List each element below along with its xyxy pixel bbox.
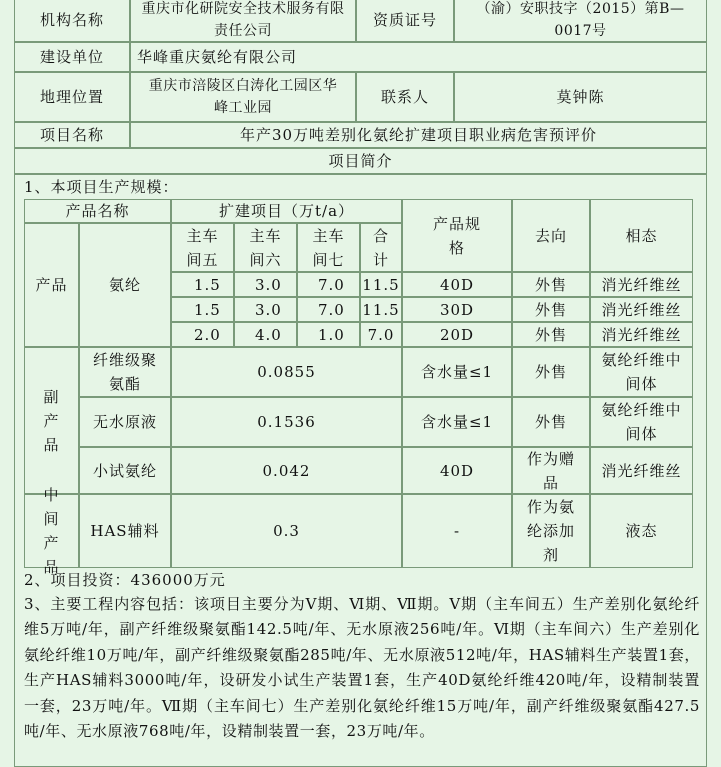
- product-row-3-state: 消光纤维丝: [590, 322, 693, 347]
- col-spec: 产品规格: [402, 199, 512, 272]
- byproduct-3-state: 消光纤维丝: [590, 447, 693, 494]
- org-name-value: 重庆市化研院安全技术服务有限责任公司: [130, 0, 356, 42]
- col-state: 相态: [590, 199, 693, 272]
- product-row-3-v5: 2.0: [171, 322, 234, 347]
- project-value: 年产30万吨差别化氨纶扩建项目职业病危害预评价: [130, 122, 707, 148]
- sub-header-total: 合计: [360, 223, 402, 272]
- product-row-1-state: 消光纤维丝: [590, 272, 693, 297]
- scale-heading: 1、本项目生产规模：: [24, 178, 179, 196]
- product-row-2-v6: 3.0: [234, 297, 297, 322]
- product-row-1-spec: 40D: [402, 272, 512, 297]
- byproduct-2-value: 0.1536: [171, 397, 402, 447]
- sub-header-workshop-7: 主车间七: [297, 223, 360, 272]
- builder-label: 建设单位: [14, 42, 130, 72]
- byproduct-1-value: 0.0855: [171, 347, 402, 397]
- byproduct-1-dest: 外售: [512, 347, 590, 397]
- col-product-name: 产品名称: [24, 199, 171, 223]
- product-row-1-total: 11.5: [360, 272, 402, 297]
- col-expansion: 扩建项目（万t/a）: [171, 199, 402, 223]
- cert-label: 资质证号: [356, 0, 454, 42]
- product-row-1-v7: 7.0: [297, 272, 360, 297]
- byproduct-3-value: 0.042: [171, 447, 402, 494]
- location-value: 重庆市涪陵区白涛化工园区华峰工业园: [130, 72, 356, 122]
- product-row-2-state: 消光纤维丝: [590, 297, 693, 322]
- intermediate-name: HAS辅料: [79, 494, 171, 568]
- engineering-text: 3、主要工程内容包括：该项目主要分为Ⅴ期、Ⅵ期、Ⅶ期。Ⅴ期（主车间五）生产差别化氨纶纤维5万吨/年，副产纤维级聚氨酯142.5吨/年、无水原液256吨/年。Ⅵ期（主车间六）生产差别化氨纶纤维10万吨/年，副产纤维级聚氨酯285吨/年、无水原液512吨/年，HAS辅料生产装置1套，生产HAS辅料3000吨/年，设研发小试生产装置1套，生产40D氨纶纤维420吨/年，设精制装置一套，23万吨/年。Ⅶ期（主车间七）生产差别化氨纶纤维15万吨/年，副产纤维级聚氨酯427.5吨/年、无水原液768吨/年，设精制装置一套，23万吨/年。: [24, 595, 700, 741]
- contact-label: 联系人: [356, 72, 454, 122]
- product-row-3-dest: 外售: [512, 322, 590, 347]
- product-row-2-v5: 1.5: [171, 297, 234, 322]
- sub-header-workshop-6: 主车间六: [234, 223, 297, 272]
- product-row-1-dest: 外售: [512, 272, 590, 297]
- location-label: 地理位置: [14, 72, 130, 122]
- project-label: 项目名称: [14, 122, 130, 148]
- product-group-label: 产品: [24, 223, 79, 347]
- byproduct-3-spec: 40D: [402, 447, 512, 494]
- product-row-2-dest: 外售: [512, 297, 590, 322]
- byproduct-3-dest: 作为赠品: [512, 447, 590, 494]
- org-name-label: 机构名称: [14, 0, 130, 42]
- intermediate-group-label: 中间产品: [24, 494, 79, 568]
- product-row-3-v6: 4.0: [234, 322, 297, 347]
- byproduct-group-label: 副产品: [24, 347, 79, 494]
- intermediate-spec: -: [402, 494, 512, 568]
- product-row-2-spec: 30D: [402, 297, 512, 322]
- col-destination: 去向: [512, 199, 590, 272]
- product-row-1-v6: 3.0: [234, 272, 297, 297]
- product-name: 氨纶: [79, 223, 171, 347]
- product-row-1-v5: 1.5: [171, 272, 234, 297]
- byproduct-2-state: 氨纶纤维中间体: [590, 397, 693, 447]
- byproduct-2-dest: 外售: [512, 397, 590, 447]
- intermediate-value: 0.3: [171, 494, 402, 568]
- intermediate-state: 液态: [590, 494, 693, 568]
- investment-text: 2、项目投资：436000万元: [24, 571, 226, 589]
- sub-header-workshop-5: 主车间五: [171, 223, 234, 272]
- product-row-3-total: 7.0: [360, 322, 402, 347]
- cert-value: （渝）安职技字（2015）第B—0017号: [454, 0, 707, 42]
- builder-value: 华峰重庆氨纶有限公司: [130, 42, 707, 72]
- intro-title: 项目简介: [14, 148, 707, 174]
- byproduct-1-state: 氨纶纤维中间体: [590, 347, 693, 397]
- product-row-2-v7: 7.0: [297, 297, 360, 322]
- product-row-3-v7: 1.0: [297, 322, 360, 347]
- byproduct-2-name: 无水原液: [79, 397, 171, 447]
- byproduct-3-name: 小试氨纶: [79, 447, 171, 494]
- product-row-2-total: 11.5: [360, 297, 402, 322]
- byproduct-1-name: 纤维级聚氨酯: [79, 347, 171, 397]
- intermediate-dest: 作为氨纶添加剂: [512, 494, 590, 568]
- byproduct-1-spec: 含水量≤1: [402, 347, 512, 397]
- product-row-3-spec: 20D: [402, 322, 512, 347]
- contact-value: 莫钟陈: [454, 72, 707, 122]
- byproduct-2-spec: 含水量≤1: [402, 397, 512, 447]
